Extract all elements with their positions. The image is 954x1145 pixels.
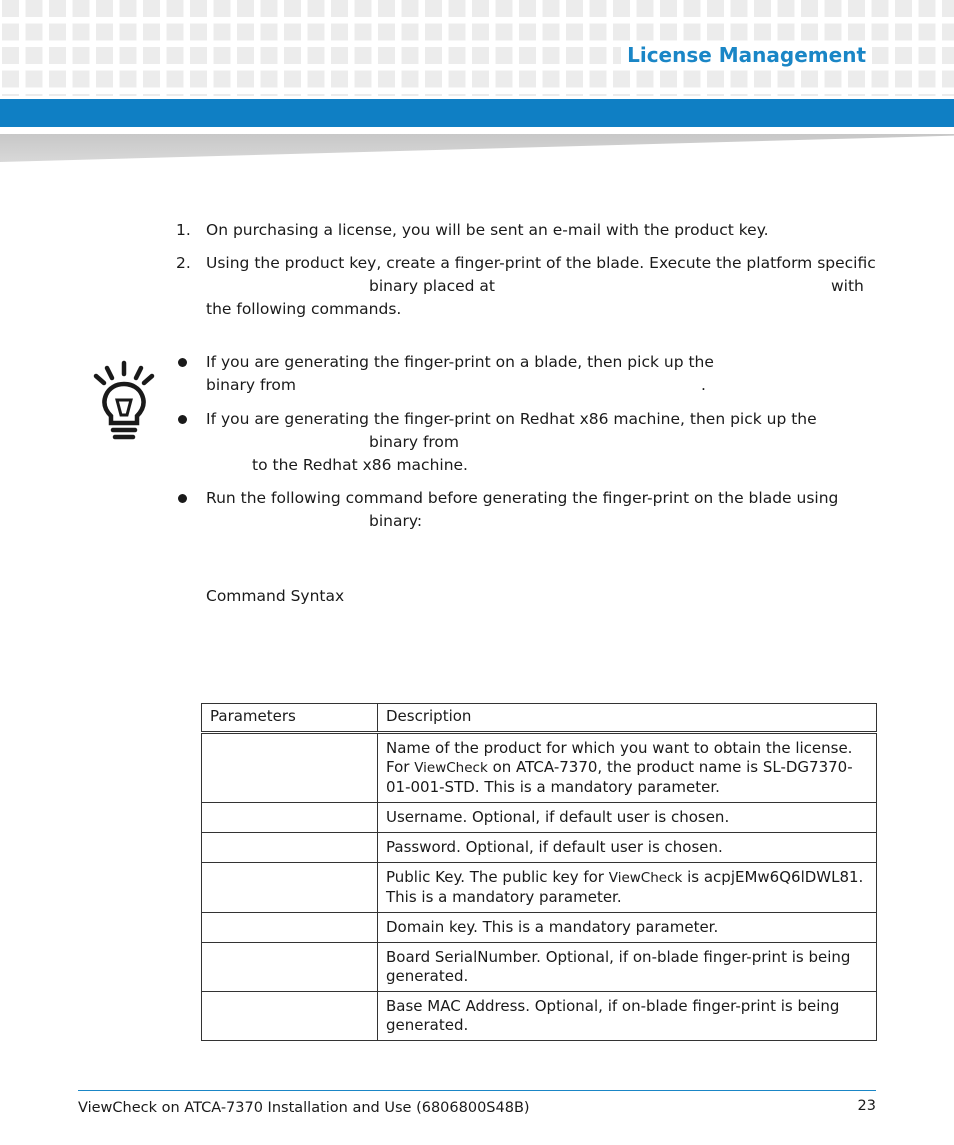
- bullet-text: .: [701, 376, 706, 394]
- description-text: on ATCA-7370, the product name is SL-DG7370-01-001-STD. This is a mandatory parameter.: [386, 758, 853, 796]
- bullet-text-line-2: [206, 431, 866, 454]
- table-row: [202, 913, 877, 943]
- description-cell: Base MAC Address. Optional, if on-blade finger-print is being generated.: [378, 992, 877, 1041]
- lightbulb-tip-icon: [92, 360, 156, 444]
- bullet-text: If you are generating the finger-print on Redhat x86 machine, then pick up the: [206, 410, 817, 428]
- command-syntax-label: Command Syntax: [206, 587, 345, 605]
- bullet-dot: [178, 415, 187, 424]
- parameters-table: [201, 703, 877, 1041]
- bullet-dot: [178, 494, 187, 503]
- bullet-text-line-2: [206, 374, 866, 397]
- step-text-line-2: [206, 275, 866, 298]
- bullet-text: to the Redhat x86 machine.: [252, 456, 468, 474]
- bullet-text: If you are generating the finger-print on a blade, then pick up the: [206, 353, 714, 371]
- table-header-row: [202, 704, 877, 733]
- table-row: [202, 803, 877, 833]
- param-cell: [202, 863, 378, 913]
- bullet-text-line-2: [206, 510, 866, 533]
- param-cell: [202, 913, 378, 943]
- table-row: [202, 733, 877, 803]
- param-cell: [202, 733, 378, 803]
- param-cell: [202, 803, 378, 833]
- description-cell: Domain key. This is a mandatory parameter.: [378, 913, 877, 943]
- header-blue-band: [0, 99, 954, 127]
- param-cell: [202, 992, 378, 1041]
- step-number: 2.: [176, 254, 191, 272]
- step-text: On purchasing a license, you will be sent an e-mail with the product key.: [206, 221, 769, 239]
- bullet-text: binary from: [206, 376, 297, 394]
- step-text: binary placed at: [369, 277, 495, 295]
- bullet-dot: [178, 358, 187, 367]
- description-text: Public Key. The public key for: [386, 868, 604, 886]
- table-row: [202, 833, 877, 863]
- bullet-text: Run the following command before generating the finger-print on the blade using: [206, 489, 839, 507]
- description-cell: Username. Optional, if default user is chosen.: [378, 803, 877, 833]
- column-header-description: Description: [378, 704, 877, 733]
- description-cell: [378, 733, 877, 803]
- step-text: the following commands.: [206, 300, 402, 318]
- step-text: Using the product key, create a finger-print of the blade. Execute the platform specific: [206, 254, 876, 272]
- description-cell: Board SerialNumber. Optional, if on-blade finger-print is being generated.: [378, 943, 877, 992]
- product-name-text: ViewCheck: [608, 870, 683, 886]
- param-cell: [202, 943, 378, 992]
- step-text: with: [830, 277, 864, 295]
- step-number: 1.: [176, 221, 191, 239]
- table-row: [202, 863, 877, 913]
- product-name-text: ViewCheck: [414, 760, 488, 776]
- table-row: [202, 943, 877, 992]
- description-text: is acpjEMw6Q6lDWL81. This is a mandatory parameter.: [386, 868, 864, 906]
- header-grey-band: [0, 134, 954, 162]
- param-cell: [202, 833, 378, 863]
- column-header-parameters: Parameters: [202, 704, 378, 733]
- table-row: [202, 992, 877, 1041]
- bullet-text: binary from: [369, 433, 460, 451]
- step-2: [176, 252, 876, 322]
- chapter-title: License Management: [621, 43, 872, 67]
- description-cell: [378, 863, 877, 913]
- description-text: Name of the product for which you want to obtain the license. For: [386, 739, 853, 776]
- footer-document-title: ViewCheck on ATCA-7370 Installation and Use (6806800S48B): [78, 1100, 530, 1116]
- description-cell: Password. Optional, if default user is chosen.: [378, 833, 877, 863]
- page-number: 23: [857, 1098, 876, 1114]
- bullet-text: binary:: [369, 512, 423, 530]
- footer-rule: [78, 1090, 876, 1091]
- bullet-text-line-3: [206, 454, 866, 477]
